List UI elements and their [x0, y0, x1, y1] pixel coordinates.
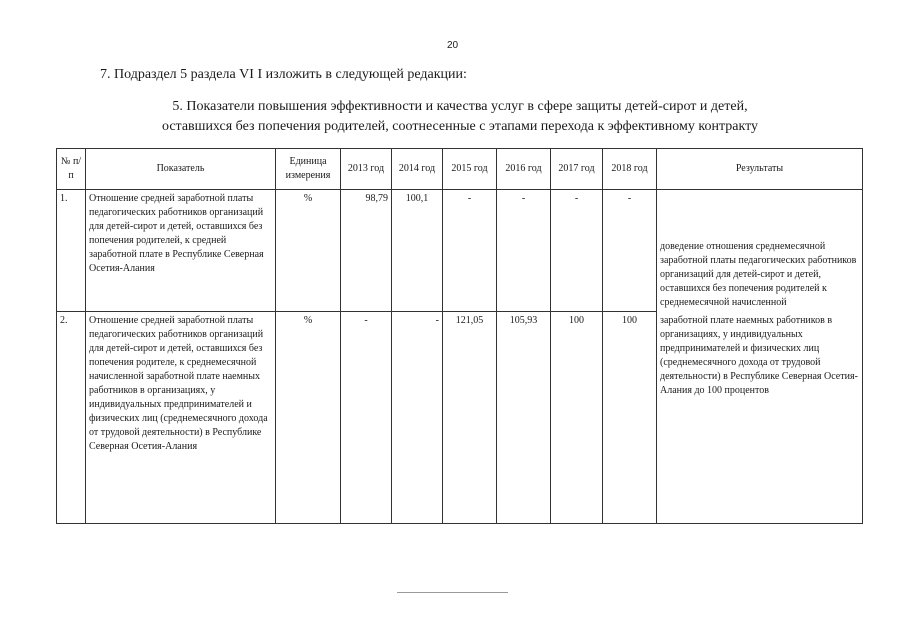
row-1-2015: -: [443, 190, 497, 312]
instruction-text: 7. Подраздел 5 раздела VI I изложить в следующей редакции:: [100, 67, 467, 82]
header-indicator: Показатель: [86, 149, 276, 190]
header-2016: 2016 год: [497, 149, 551, 190]
row-2-2018: 100: [603, 312, 657, 524]
table-row: [57, 190, 863, 312]
section-title-line-1: 5. Показатели повышения эффективности и качества услуг в сфере защиты детей-сирот и детей,: [172, 99, 748, 114]
row-2-2014: -: [392, 312, 443, 524]
page-number: 20: [446, 40, 459, 51]
row-1-2017: -: [551, 190, 603, 312]
indicators-table: [56, 148, 863, 524]
section-title: [100, 97, 820, 137]
row-1-2018: -: [603, 190, 657, 312]
table-header-row: [57, 149, 863, 190]
header-2013: 2013 год: [341, 149, 392, 190]
row-2-2016: 105,93: [497, 312, 551, 524]
row-2-2013: -: [341, 312, 392, 524]
row-2-2017: 100: [551, 312, 603, 524]
header-2014: 2014 год: [392, 149, 443, 190]
row-2-unit: %: [276, 312, 341, 524]
row-2-2015: 121,05: [443, 312, 497, 524]
section-title-line-2: оставшихся без попечения родителей, соотнесенные с этапами перехода к эффективному контракту: [161, 119, 759, 134]
row-1-2014: 100,1: [392, 190, 443, 312]
header-unit: Единица измерения: [276, 149, 341, 190]
row-1-2016: -: [497, 190, 551, 312]
table-row: [57, 312, 863, 524]
header-2015: 2015 год: [443, 149, 497, 190]
row-1-unit: %: [276, 190, 341, 312]
row-2-indicator: Отношение средней заработной платы педагогических работников организаций для детей-сирот и детей, оставшихся без попечения родителе, к среднемесячной начисленной заработной плате наемных работников в организациях, у индивидуальных предпринимателей и физических лиц (среднемесячного дохода от трудовой деятельности) в Республике Северная Осетия-Алания: [86, 312, 276, 524]
header-results: Результаты: [657, 149, 863, 190]
header-2017: 2017 год: [551, 149, 603, 190]
header-num: № п/п: [57, 149, 86, 190]
footnote-divider: [397, 592, 508, 593]
row-1-2013: 98,79: [341, 190, 392, 312]
results-text-1: доведение отношения среднемесячной заработной платы педагогических работников организаций для детей-сирот и детей, оставшихся без попечения родителей к среднемесячной начисленной: [660, 240, 857, 308]
row-1-indicator: Отношение средней заработной платы педагогических работников организаций для детей-сирот и детей, оставшихся без попечения родителей, к средней заработной плате в Республике Северная Осетия-Алания: [86, 190, 276, 312]
results-part-1: [657, 190, 863, 312]
results-text-2: заработной плате наемных работников в организациях, у индивидуальных предпринимателей и физических лиц (среднемесячного дохода от трудовой деятельности) в Республике Северная Осетия-Алания до 100 процентов: [660, 314, 858, 396]
row-1-num: 1.: [57, 190, 86, 312]
header-2018: 2018 год: [603, 149, 657, 190]
row-2-num: 2.: [57, 312, 86, 524]
results-part-2: [657, 312, 863, 524]
